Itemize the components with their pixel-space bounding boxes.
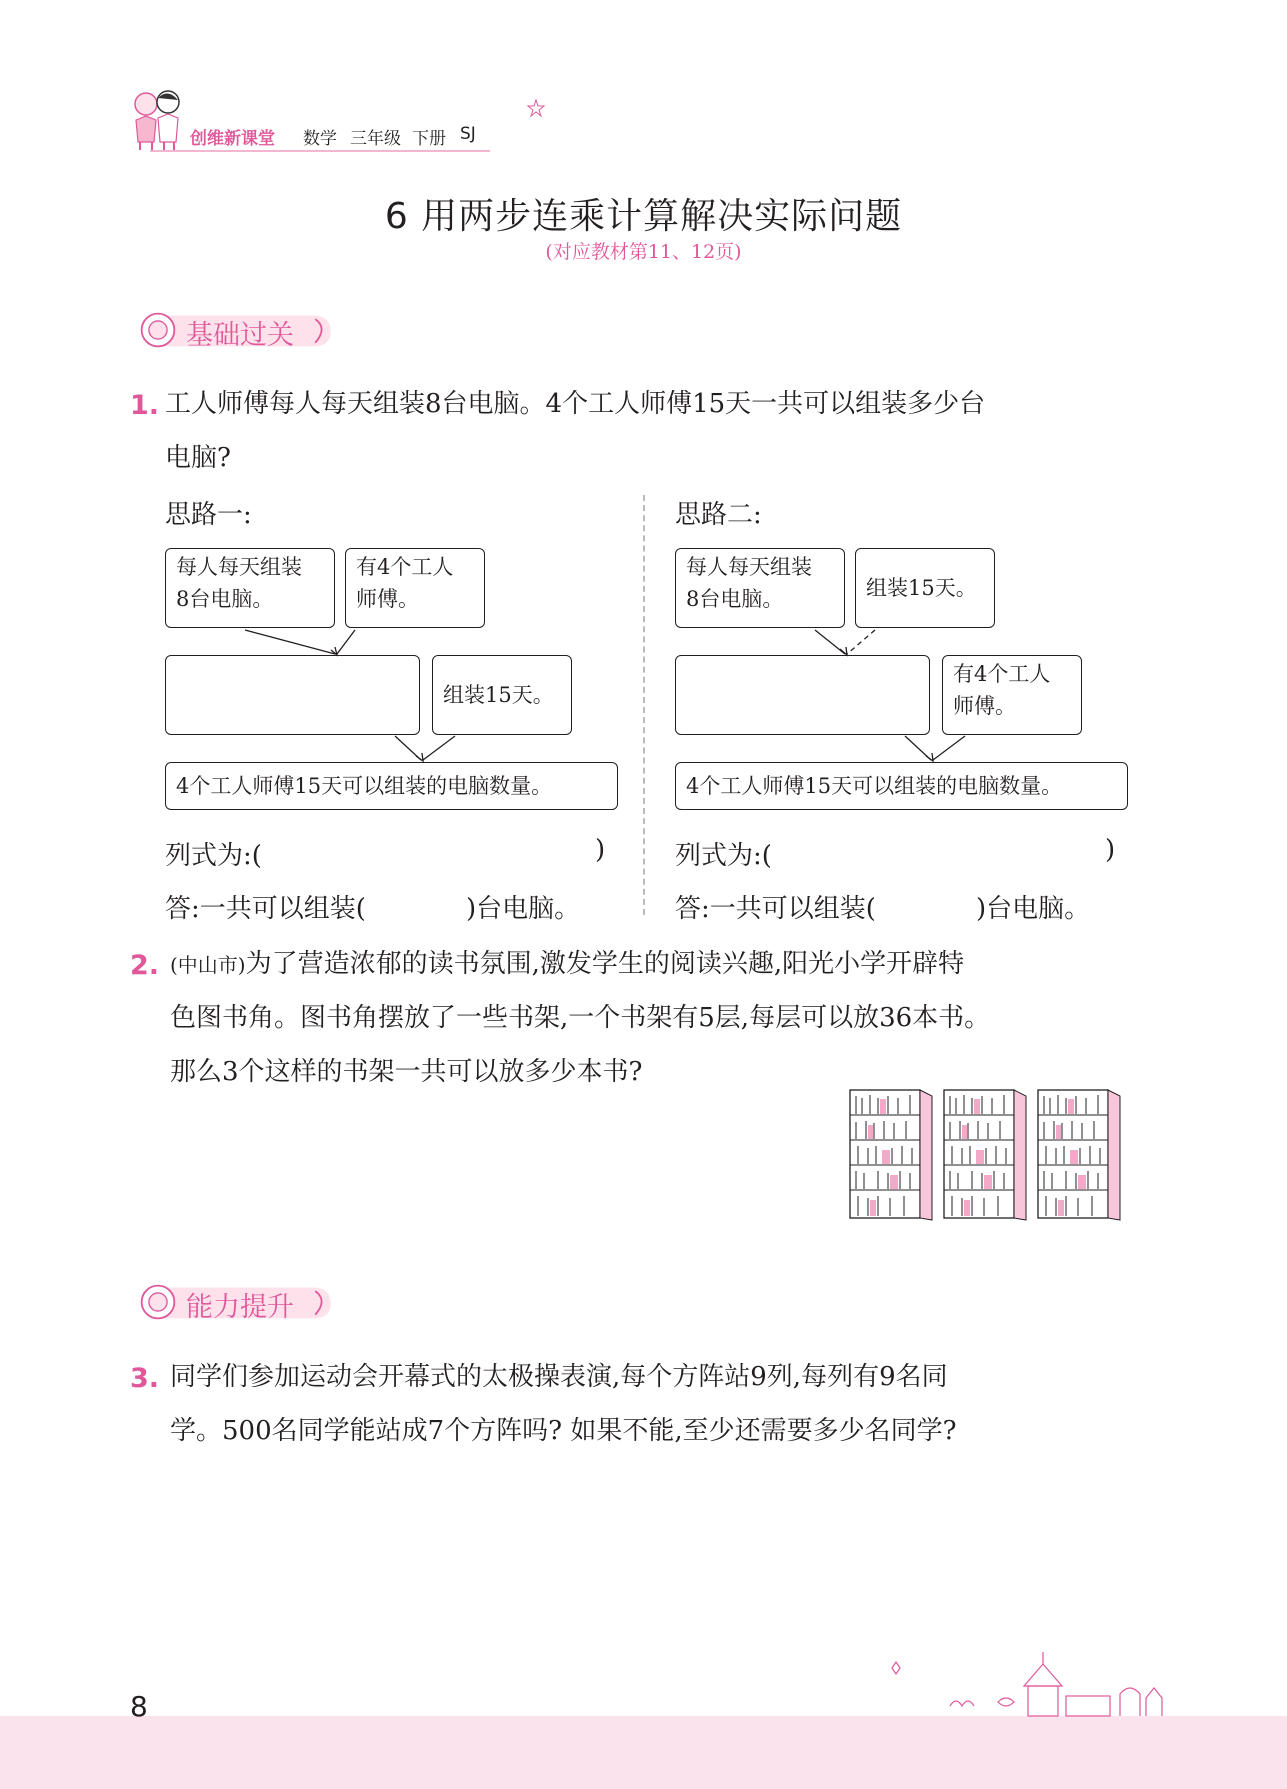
header-divider: [150, 150, 490, 152]
approach1-result-box: [165, 762, 618, 810]
footer-band: [0, 1716, 1287, 1789]
approach2-formula-input[interactable]: [790, 835, 1090, 871]
approach1-box-per-person-line1: 每人每天组装: [176, 555, 302, 579]
section-title-advanced: 能力提升: [186, 1292, 294, 1323]
approach1-box-workers-line2: 师傅。: [356, 587, 419, 611]
q3-text-line2: 学。500名同学能站成7个方阵吗? 如果不能,至少还需要多少名同学?: [170, 1416, 957, 1446]
approach2-box-per-person-line2: 8台电脑。: [686, 587, 784, 611]
approach1-box-per-person: [165, 548, 335, 628]
approach2-box-workers-line1: 有4个工人: [953, 662, 1051, 686]
q2-text-line2: 色图书角。图书角摆放了一些书架,一个书架有5层,每层可以放36本书。: [170, 1003, 991, 1033]
approach1-answer-prefix: 答:一共可以组装(: [165, 894, 366, 924]
bookshelves-illustration: [848, 1086, 1130, 1222]
approach1-formula-label: 列式为:(: [165, 841, 262, 871]
header-subject: 数学: [303, 129, 337, 149]
approach2-formula-close: ): [1105, 835, 1116, 865]
castle-decoration-illustration: [880, 1650, 1170, 1720]
header-grade: 三年级: [350, 129, 401, 149]
approach2-answer-input[interactable]: [912, 888, 974, 924]
approach1-label: 思路一:: [165, 500, 252, 530]
section-title-basic: 基础过关: [186, 320, 294, 351]
lesson-title: 6 用两步连乘计算解决实际问题: [384, 196, 903, 237]
approach2-box-workers-line2: 师傅。: [953, 694, 1016, 718]
approach1-answer-input[interactable]: [402, 888, 464, 924]
approach2-arrows: [675, 628, 1135, 764]
textbook-reference: (对应教材第11、12页): [545, 241, 742, 263]
q2-text-line3: 那么3个这样的书架一共可以放多少本书?: [170, 1057, 643, 1087]
q3-text-line1: 同学们参加运动会开幕式的太极操表演,每个方阵站9列,每列有9名同: [170, 1362, 948, 1392]
approach2-box-per-person-line1: 每人每天组装: [686, 555, 812, 579]
page-number: 8: [130, 1690, 148, 1723]
mascot-children-illustration: [128, 86, 188, 152]
approach2-result-box: [675, 762, 1128, 810]
approach2-answer-prefix: 答:一共可以组装(: [675, 894, 876, 924]
star-decoration-icon: [526, 98, 546, 118]
approach2-box-per-person: [675, 548, 845, 628]
header-edition: SJ: [460, 124, 476, 144]
q1-number: 1.: [130, 390, 160, 421]
q2-line1: 为了营造浓郁的读书氛围,激发学生的阅读兴趣,阳光小学开辟特: [245, 949, 965, 979]
q2-text-line1: [170, 938, 964, 990]
approach2-label: 思路二:: [675, 500, 762, 530]
approach1-formula-close: ): [595, 835, 606, 865]
approach2-answer-suffix: )台电脑。: [976, 894, 1091, 924]
approach1-arrows: [165, 628, 625, 764]
approach2-result-text: 4个工人师傅15天可以组装的电脑数量。: [686, 774, 1063, 798]
approach-divider: [643, 495, 645, 915]
approach1-box-workers: [345, 548, 485, 628]
approach2-box-days: [855, 548, 995, 628]
q1-text-line2: 电脑?: [165, 443, 231, 473]
approach1-formula-input[interactable]: [280, 835, 580, 871]
q2-number: 2.: [130, 950, 160, 981]
q3-number: 3.: [130, 1363, 160, 1394]
approach1-box-days-text: 组装15天。: [443, 683, 554, 707]
approach1-box-workers-line1: 有4个工人: [356, 555, 454, 579]
q1-text-line1: 工人师傅每人每天组装8台电脑。4个工人师傅15天一共可以组装多少台: [165, 389, 986, 419]
approach1-answer-suffix: )台电脑。: [466, 894, 581, 924]
approach1-result-text: 4个工人师傅15天可以组装的电脑数量。: [176, 774, 553, 798]
approach2-formula-label: 列式为:(: [675, 841, 772, 871]
approach2-box-days-text: 组装15天。: [866, 576, 977, 600]
q2-source: (中山市): [170, 953, 246, 977]
approach1-box-per-person-line2: 8台电脑。: [176, 587, 274, 611]
header-volume: 下册: [412, 129, 446, 149]
brand-name: 创维新课堂: [190, 129, 275, 149]
